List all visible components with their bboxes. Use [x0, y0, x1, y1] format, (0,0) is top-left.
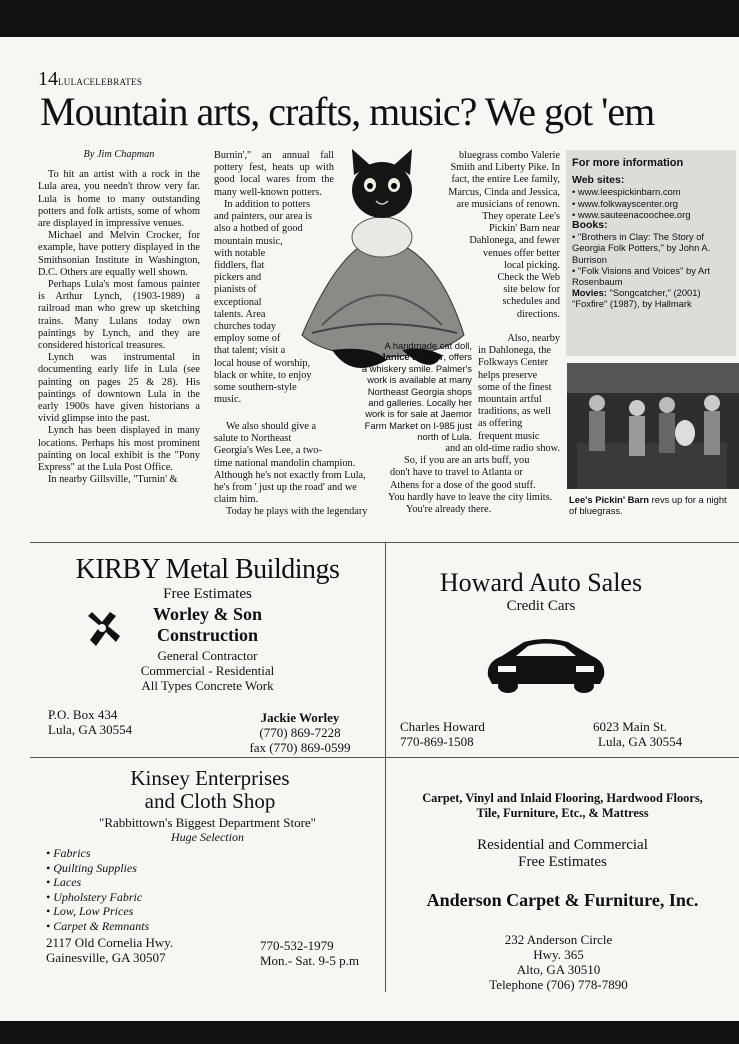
caption-line: a whiskery smile. Palmer's — [361, 362, 472, 374]
service-line: Commercial - Residential — [140, 663, 275, 678]
text-line: talents. Area — [214, 308, 266, 320]
kinsey-name: Kinsey Enterprises — [130, 766, 290, 790]
service-line: Residential and Commercial — [477, 837, 648, 853]
kirby-ad — [30, 542, 385, 757]
bluegrass-photo — [567, 363, 739, 489]
city-line: Lula, GA 30554 — [598, 734, 683, 749]
paragraph: Burnin'," an annual fall pottery fest, heats up with good local wares from the many well-known potters. — [214, 150, 334, 198]
caption-line: and galleries. Locally her — [368, 397, 472, 409]
paragraph: In nearby Gillsville, "Turnin' & — [48, 474, 178, 486]
store-hours: Mon.- Sat. 9-5 p.m — [260, 953, 359, 968]
text-line: employ some of — [214, 333, 281, 345]
construction-logo-icon — [82, 610, 122, 654]
article-column-1 — [38, 149, 200, 486]
products-line: Tile, Furniture, Etc., & Mattress — [476, 806, 649, 820]
phone-number: (770) 869-7228 — [259, 725, 341, 740]
text-line: We also should give a — [226, 421, 317, 432]
street-line: 2117 Old Cornelia Hwy. — [46, 935, 174, 950]
text-line: salute to Northeast — [214, 433, 292, 445]
text-line: You hardly have to leave the city limits. — [388, 491, 553, 503]
web-link[interactable]: • www.sauteenacoochee.org — [572, 208, 691, 220]
text-line: Dahlonega, and fewer — [469, 235, 560, 247]
text-line: churches today — [214, 321, 277, 333]
fax-number: fax (770) 869-0599 — [249, 740, 351, 755]
phone-number: 770-532-1979 — [260, 938, 334, 953]
section-label: LULACELEBRATES — [58, 77, 143, 87]
text-line: are musicians of renown. — [456, 198, 560, 210]
text-line: local picking. — [503, 259, 560, 271]
movies-line — [572, 287, 730, 309]
paragraph: Lynch has been displayed in many locations. Perhaps his most prominent painting on local exhibit is the "Pony Express" at the Lula Post Office. — [38, 425, 200, 474]
text-line: Today he plays with the legendary — [226, 506, 368, 518]
text-line: music. — [214, 394, 242, 406]
text-line: helps preserve — [478, 369, 538, 381]
worley-name: Worley & Son — [152, 604, 262, 624]
text-line: traditions, as well — [478, 406, 551, 418]
text-line: In addition to potters — [224, 199, 311, 210]
article-title: Mountain arts, crafts, music? We got 'em — [40, 89, 655, 134]
text-line: Also, nearby — [507, 333, 560, 344]
contact-name: Charles Howard — [400, 719, 485, 734]
text-line: with notable — [214, 247, 266, 259]
howard-contact — [400, 719, 485, 749]
photo-caption-text: revs up for a night of bluegrass. — [569, 494, 727, 517]
info-box — [566, 150, 736, 356]
text-line: pickers and — [214, 272, 262, 284]
city-line: Lula, GA 30554 — [48, 722, 133, 737]
doll-caption — [347, 340, 472, 443]
kinsey-contact — [260, 938, 359, 968]
text-line: So, if you are an arts buff, you — [404, 455, 530, 467]
info-heading: For more information — [572, 157, 684, 169]
text-line: Athens for a dose of the good stuff. — [390, 479, 536, 491]
magazine-page — [0, 37, 739, 1021]
paragraph: To hit an artist with a rock in the Lula area, you needn't throw very far. Lula is home to many outstanding potters and folk artists, some of whom are displayed in impressive venues. — [38, 169, 200, 230]
text-line: site below for — [503, 284, 560, 296]
text-line: directions. — [516, 308, 560, 320]
text-line: don't have to travel to Atlanta or — [390, 467, 523, 479]
text-line: local house of worship, — [214, 357, 311, 369]
text-line: exceptional — [214, 296, 262, 308]
products-line: Carpet, Vinyl and Inlaid Flooring, Hardwood Floors, — [422, 791, 703, 805]
photo-caption-bold: Lee's Pickin' Barn — [569, 494, 650, 505]
text-line: and painters, our area is — [214, 211, 313, 223]
text-line: They operate Lee's — [482, 211, 560, 223]
worley-construction: Construction — [156, 625, 258, 645]
caption-line: work is for sale at Jaemor — [365, 408, 472, 420]
anderson-name: Anderson Carpet & Furniture, Inc. — [426, 890, 699, 910]
text-line: mountain artful — [478, 394, 542, 406]
article-column-3-end — [388, 443, 560, 516]
howard-ad — [386, 542, 739, 757]
kirby-free-estimates: Free Estimates — [163, 586, 252, 602]
address-line: 232 Anderson Circle — [504, 932, 613, 947]
product-item: • Low, Low Prices — [46, 904, 134, 919]
text-line: Although he's not exactly from Lula, — [214, 469, 366, 481]
text-line: schedules and — [502, 296, 560, 308]
text-line: Georgia's Wes Lee, a two- — [214, 445, 322, 457]
text-line: You're already there. — [406, 504, 492, 516]
kirby-name: KIRBY Metal Buildings — [75, 554, 340, 585]
product-item: • Fabrics — [46, 846, 91, 860]
text-line: Pickin' Barn near — [488, 223, 560, 235]
text-line: as offering — [478, 418, 523, 430]
caption-line: north of Lula. — [417, 431, 472, 443]
caption-line: Northeast Georgia shops — [367, 385, 472, 397]
book-item: • "Folk Visions and Voices" by Art Rosenbaum — [572, 264, 710, 288]
byline: By Jim Chapman — [83, 149, 155, 160]
caption-line: A handmade cat doll, — [384, 340, 472, 351]
anderson-services — [386, 837, 739, 871]
po-box: P.O. Box 434 — [48, 707, 118, 722]
text-line: fiddlers, flat — [214, 260, 265, 272]
web-link[interactable]: • www.folkwayscenter.org — [572, 197, 678, 209]
kirby-address — [48, 707, 132, 737]
article-column-3 — [420, 150, 560, 321]
kinsey-selection: Huge Selection — [171, 830, 244, 844]
product-item: • Carpet & Remnants — [46, 918, 150, 933]
city-line: Gainesville, GA 30507 — [46, 950, 166, 965]
book-item: • "Brothers in Clay: The Story of Georgia Folk Potters," by John A. Burrison — [572, 231, 711, 265]
caption-line: work is available at many — [367, 374, 472, 386]
text-line: mountain music, — [214, 235, 283, 247]
text-line: venues offer better — [482, 247, 560, 259]
text-line: some of the finest — [478, 381, 552, 393]
caption-line: by Janice Palmer, offers — [366, 351, 472, 363]
phone-number: Telephone (706) 778-7890 — [489, 977, 628, 992]
text-line: black or white, to enjoy — [214, 369, 312, 381]
phone-number: 770-869-1508 — [400, 734, 474, 749]
service-line: All Types Concrete Work — [141, 678, 274, 693]
product-item: • Upholstery Fabric — [46, 889, 143, 904]
howard-subtitle: Credit Cars — [506, 598, 576, 614]
kinsey-cloth-shop: and Cloth Shop — [144, 789, 276, 813]
product-item: • Laces — [46, 875, 82, 890]
anderson-products — [386, 791, 739, 821]
text-line: Folkways Center — [478, 357, 549, 369]
sports-car-icon — [484, 632, 608, 694]
text-line: time national mandolin champion. — [214, 457, 356, 469]
text-line: he's from ' just up the road' and we — [214, 482, 357, 494]
address-line: Hwy. 365 — [533, 947, 584, 962]
kirby-contact — [240, 710, 360, 755]
howard-name: Howard Auto Sales — [439, 568, 643, 597]
photo-caption — [569, 494, 737, 517]
kirby-services — [30, 648, 385, 693]
kinsey-product-list — [46, 846, 149, 934]
movies-list: "Songcatcher," (2001) "Foxfire" (1987), by Hallmark — [572, 287, 701, 310]
text-line: claim him. — [214, 494, 259, 506]
service-line: General Contractor — [157, 648, 258, 663]
text-line: Check the Web — [497, 272, 560, 284]
books-heading: Books: — [572, 219, 608, 232]
anderson-address — [386, 932, 731, 992]
text-line: in Dahlonega, the — [478, 345, 551, 357]
product-item: • Quilting Supplies — [46, 860, 137, 875]
howard-address — [593, 719, 682, 749]
kinsey-address — [46, 935, 173, 965]
movies-heading: Movies: — [572, 287, 607, 299]
paragraph: Michael and Melvin Crocker, for example, have pottery displayed in the Smithsonian Institute in Washington, D.C. Others are equally well shown. — [38, 230, 200, 278]
text-line: pianists of — [214, 284, 257, 296]
kinsey-tagline: "Rabbittown's Biggest Department Store" — [99, 815, 316, 830]
text-line: some southern-style — [214, 382, 297, 394]
text-line: bluegrass combo Valerie — [458, 150, 560, 161]
paragraph: Lynch was instrumental in documenting early life in Lula (see painting on pages 25 & 28). His paintings of downtown Lula in the early 1900s have given historians a vivid glimpse into the past. — [38, 352, 200, 425]
text-line: and an old-time radio show. — [445, 443, 560, 454]
contact-name: Jackie Worley — [260, 710, 340, 725]
text-line: fact, the entire Lee family, — [451, 174, 560, 186]
text-line: Smith and Liberty Pike. In — [450, 162, 560, 174]
text-line: that talent; visit a — [214, 345, 286, 357]
caption-line: Farm Market on I-985 just — [364, 419, 472, 431]
kinsey-ad — [30, 758, 385, 998]
band-photo-image — [567, 363, 739, 489]
web-link[interactable]: • www.leespickinbarn.com — [572, 186, 681, 198]
web-heading: Web sites: — [572, 174, 625, 187]
paragraph: Perhaps Lula's most famous painter is Arthur Lynch, (1903-1989) a railroad man who grew up sketching trains. Many Lulans today own paintings by Lynch, and they are considered historical treasures. — [38, 279, 200, 352]
street-line: 6023 Main St. — [593, 719, 668, 734]
anderson-ad — [386, 758, 739, 998]
service-line: Free Estimates — [518, 854, 607, 870]
page-number: 14 — [38, 68, 58, 90]
address-line: Alto, GA 30510 — [516, 962, 601, 977]
text-line: frequent music — [478, 430, 540, 442]
text-line: also a hotbed of good — [214, 223, 303, 235]
text-line: Marcus, Cinda and Jessica, — [448, 186, 560, 198]
article-column-3b — [478, 333, 560, 443]
